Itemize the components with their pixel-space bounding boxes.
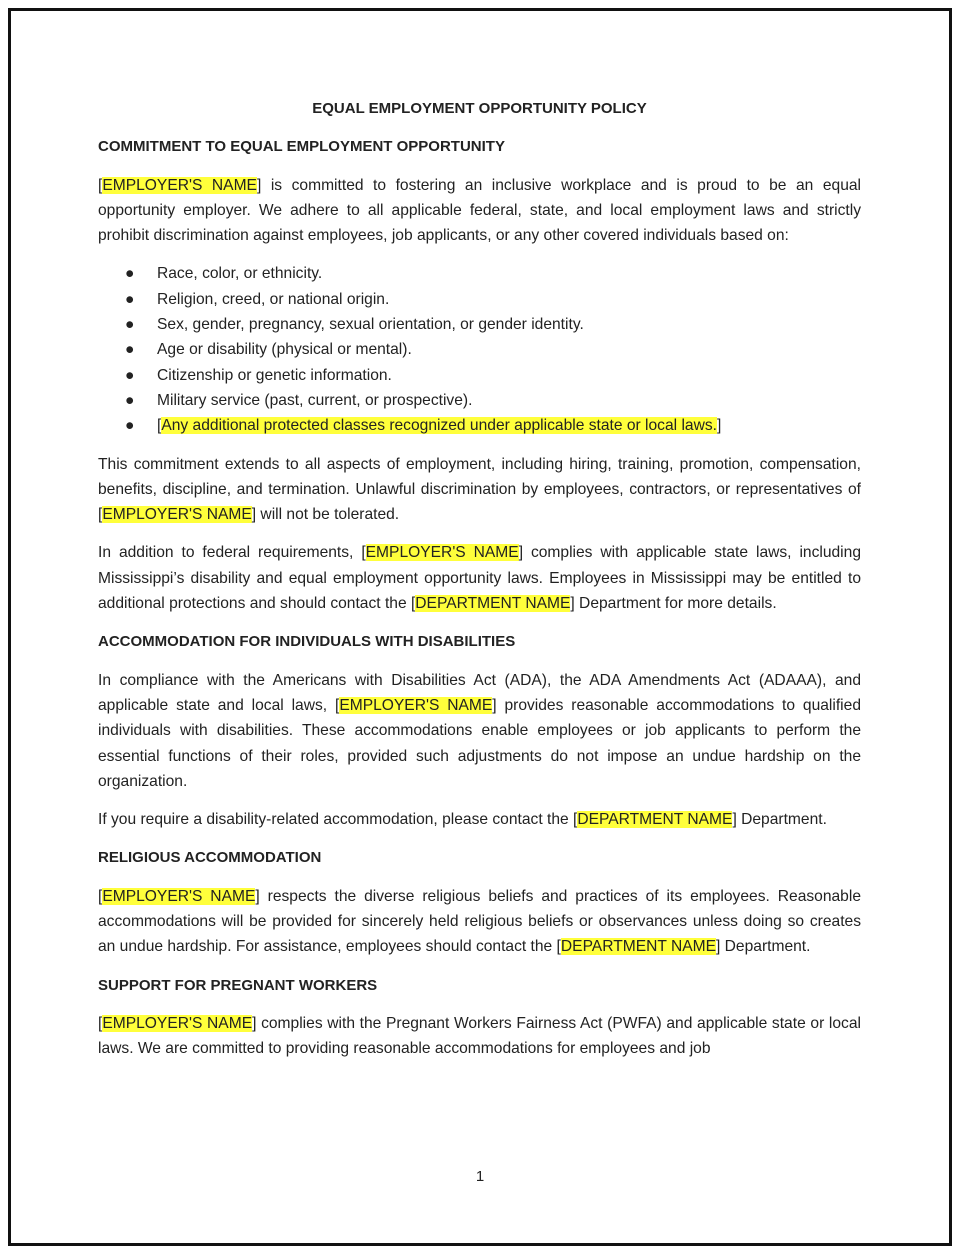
paragraph-commitment-intro [98,173,861,249]
paragraph-text: In compliance with the Americans with Disabilities Act (ADA), the ADA Amendments Act (ADAAA), and applicable state and local laws, [ [98,671,861,714]
list-item-text: Religion, creed, or national origin. [157,290,390,308]
placeholder-department-name: DEPARTMENT NAME [577,811,733,829]
paragraph-text: ] respects the diverse religious beliefs and practices of its employees. Reasonable accommodations will be provided for sincerely held religious beliefs or observances unless doing so creates an undue hardship. For assistance, employees should contact the [ [98,887,861,956]
bullet-icon: ● [125,391,135,409]
paragraph-text: In addition to federal requirements, [ [98,544,366,562]
list-item [98,312,861,337]
document-body [98,96,861,1075]
paragraph-text: ] Department for more details. [570,595,777,613]
section-heading-religious: RELIGIOUS ACCOMMODATION [98,849,322,867]
protected-classes-list [98,261,861,438]
list-item-text: Sex, gender, pregnancy, sexual orientation, or gender identity. [157,316,584,334]
paragraph-pregnant-workers [98,1011,861,1062]
placeholder-employer-name: EMPLOYER'S NAME [102,506,252,524]
placeholder-employer-name: EMPLOYER'S NAME [339,696,493,714]
placeholder-department-name: DEPARTMENT NAME [415,595,571,613]
section-heading-commitment: COMMITMENT TO EQUAL EMPLOYMENT OPPORTUNITY [98,138,505,156]
paragraph-text: This commitment extends to all aspects of employment, including hiring, training, promotion, compensation, benefits, discipline, and termination. Unlawful discrimination by employees, contractors, or representatives of [ [98,455,861,524]
bracket-close: ] [716,417,722,435]
bullet-icon: ● [125,316,135,334]
paragraph-text: ] complies with the Pregnant Workers Fairness Act (PWFA) and applicable state or local laws. We are committed to providing reasonable accommodations for employees and job [98,1014,861,1058]
list-item-text: Citizenship or genetic information. [157,366,392,384]
list-item [98,337,861,362]
list-item [98,287,861,312]
placeholder-additional-classes: Any additional protected classes recognized under applicable state or local laws. [161,417,717,435]
paragraph-text: ] complies with applicable state laws, including Mississippi’s disability and equal employment opportunity laws. Employees in Mississippi may be entitled to additional protections and should contact the [ [98,544,861,613]
bracket-open: [ [98,176,103,194]
list-item [98,363,861,388]
paragraph-text: ] is committed to fostering an inclusive workplace and is proud to be an equal opportunity employer. We adhere to all applicable federal, state, and local employment laws and strictly prohibit discrimination against employees, job applicants, or any other covered individuals based on: [98,176,861,245]
list-item-text: Age or disability (physical or mental). [157,341,412,359]
paragraph-text: ] provides reasonable accommodations to qualified individuals with disabilities. These accommodations enable employees or job applicants to perform the essential functions of their roles, provided such adjustments do not impose an undue hardship on the organization. [98,696,861,790]
placeholder-department-name: DEPARTMENT NAME [560,938,716,956]
section-heading-accommodation: ACCOMMODATION FOR INDIVIDUALS WITH DISABILITIES [98,633,516,651]
paragraph-text: ] Department. [732,811,827,829]
paragraph-accommodation-contact [98,807,861,832]
section-heading-pregnant-workers: SUPPORT FOR PREGNANT WORKERS [98,976,378,994]
document-title: EQUAL EMPLOYMENT OPPORTUNITY POLICY [312,100,647,117]
bullet-icon: ● [125,265,135,283]
paragraph-text: ] will not be tolerated. [251,506,400,524]
list-item [98,261,861,286]
bullet-icon: ● [125,417,135,435]
paragraph-text: ] Department. [716,938,811,956]
list-item-text: Race, color, or ethnicity. [157,265,323,283]
paragraph-text: If you require a disability-related accommodation, please contact the [ [98,811,578,829]
bracket-open: [ [98,887,103,905]
placeholder-employer-name: EMPLOYER'S NAME [365,544,519,562]
bullet-icon: ● [125,290,135,308]
page-number: 1 [475,1168,485,1185]
list-item-text: Military service (past, current, or prospective). [157,391,473,409]
paragraph-ada [98,668,861,794]
list-item [98,413,861,438]
bullet-icon: ● [125,366,135,384]
list-item [98,388,861,413]
paragraph-religious [98,884,861,960]
bracket-open: [ [98,1014,103,1032]
placeholder-employer-name: EMPLOYER'S NAME [102,176,257,194]
bracket-open: [ [157,417,162,435]
placeholder-employer-name: EMPLOYER'S NAME [102,1014,253,1032]
placeholder-employer-name: EMPLOYER'S NAME [102,887,256,905]
paragraph-state-laws [98,540,861,616]
paragraph-commitment-scope [98,452,861,528]
bullet-icon: ● [125,341,135,359]
